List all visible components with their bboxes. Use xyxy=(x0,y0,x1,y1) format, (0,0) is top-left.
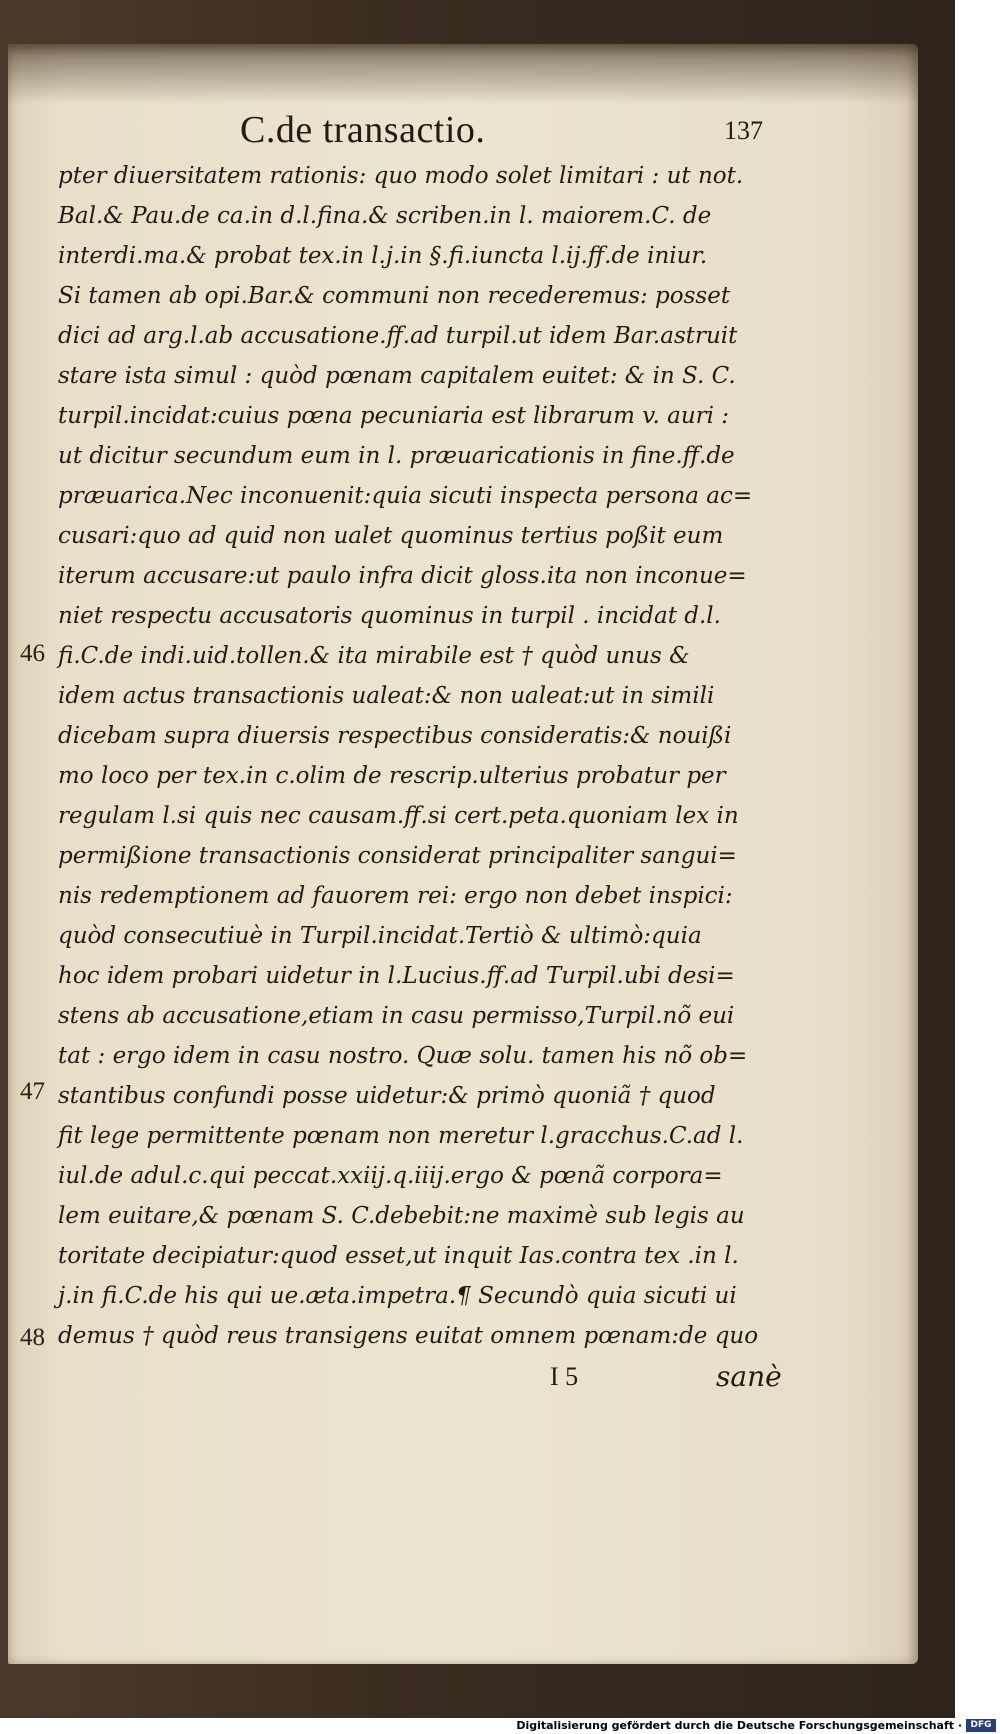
body-text xyxy=(58,156,818,1356)
text-line: mo loco per tex.in c.olim de rescrip.ulterius probatur per xyxy=(58,763,726,789)
text-line: stens ab accusatione,etiam in casu permisso,Turpil.nõ eui xyxy=(58,1003,735,1029)
text-line: iterum accusare:ut paulo infra dicit gloss.ita non inconue= xyxy=(58,563,747,589)
text-line: Si tamen ab opi.Bar.& communi non recederemus: posset xyxy=(58,283,731,309)
text-line: ut dicitur secundum eum in l. præuaricationis in fine.ff.de xyxy=(58,443,735,469)
text-line: fit lege permittente pœnam non meretur l.gracchus.C.ad l. xyxy=(58,1123,744,1149)
text-line: permißione transactionis considerat principaliter sangui= xyxy=(58,843,737,869)
text-line: interdi.ma.& probat tex.in l.j.in §.fi.iuncta l.ij.ff.de iniur. xyxy=(58,243,708,269)
text-line: quòd consecutiuè in Turpil.incidat.Tertiò & ultimò:quia xyxy=(58,923,702,949)
text-line: lem euitare,& pœnam S. C.debebit:ne maximè sub legis au xyxy=(58,1203,745,1229)
text-line: cusari:quo ad quid non ualet quominus tertius poßit eum xyxy=(58,523,724,549)
folio-number: 137 xyxy=(724,116,763,145)
text-line: turpil.incidat:cuius pœna pecuniaria est librarum v. auri : xyxy=(58,403,730,429)
running-head: C.de transactio. xyxy=(240,109,486,151)
footer-credit: Digitalisierung gefördert durch die Deutsche Forschungsgemeinschaft · xyxy=(516,1719,962,1732)
margin-number: 47 xyxy=(20,1078,45,1105)
text-line: iul.de adul.c.qui peccat.xxiij.q.iiij.ergo & pœnã corpora= xyxy=(58,1163,723,1189)
text-line: tat : ergo idem in casu nostro. Quæ solu. tamen his nõ ob= xyxy=(58,1043,748,1069)
text-line: demus † quòd reus transigens euitat omnem pœnam:de quo xyxy=(58,1323,759,1349)
text-line: dicebam supra diuersis respectibus consideratis:& nouißi xyxy=(58,723,732,749)
text-line: idem actus transactionis ualeat:& non ualeat:ut in simili xyxy=(58,683,715,709)
text-line: hoc idem probari uidetur in l.Lucius.ff.ad Turpil.ubi desi= xyxy=(58,963,735,989)
signature-mark: I 5 xyxy=(550,1362,579,1391)
catchword: sanè xyxy=(716,1360,782,1393)
text-line: fi.C.de indi.uid.tollen.& ita mirabile est † quòd unus & xyxy=(58,643,690,669)
text-line: dici ad arg.l.ab accusatione.ff.ad turpil.ut idem Bar.astruit xyxy=(58,323,738,349)
text-line: toritate decipiatur:quod esset,ut inquit Ias.contra tex .in l. xyxy=(58,1243,739,1269)
text-line: stare ista simul : quòd pœnam capitalem euitet: & in S. C. xyxy=(58,363,736,389)
text-line: stantibus confundi posse uidetur:& primò quoniã † quod xyxy=(58,1083,716,1109)
text-line: præuarica.Nec inconuenit:quia sicuti inspecta persona ac= xyxy=(58,483,753,509)
text-line: regulam l.si quis nec causam.ff.si cert.peta.quoniam lex in xyxy=(58,803,739,829)
text-line: Bal.& Pau.de ca.in d.l.fina.& scriben.in l. maiorem.C. de xyxy=(58,203,712,229)
text-line: j.in fi.C.de his qui ue.æta.impetra.¶ Secundò quia sicuti ui xyxy=(58,1283,737,1309)
page-shadow xyxy=(8,44,918,104)
margin-number: 48 xyxy=(20,1324,45,1351)
text-line: nis redemptionem ad fauorem rei: ergo non debet inspici: xyxy=(58,883,733,909)
text-line: niet respectu accusatoris quominus in turpil . incidat d.l. xyxy=(58,603,721,629)
text-line: pter diuersitatem rationis: quo modo solet limitari : ut not. xyxy=(58,163,744,189)
dfg-logo: DFG xyxy=(966,1719,996,1732)
footer-bar xyxy=(0,1718,1000,1734)
margin-number: 46 xyxy=(20,640,45,667)
